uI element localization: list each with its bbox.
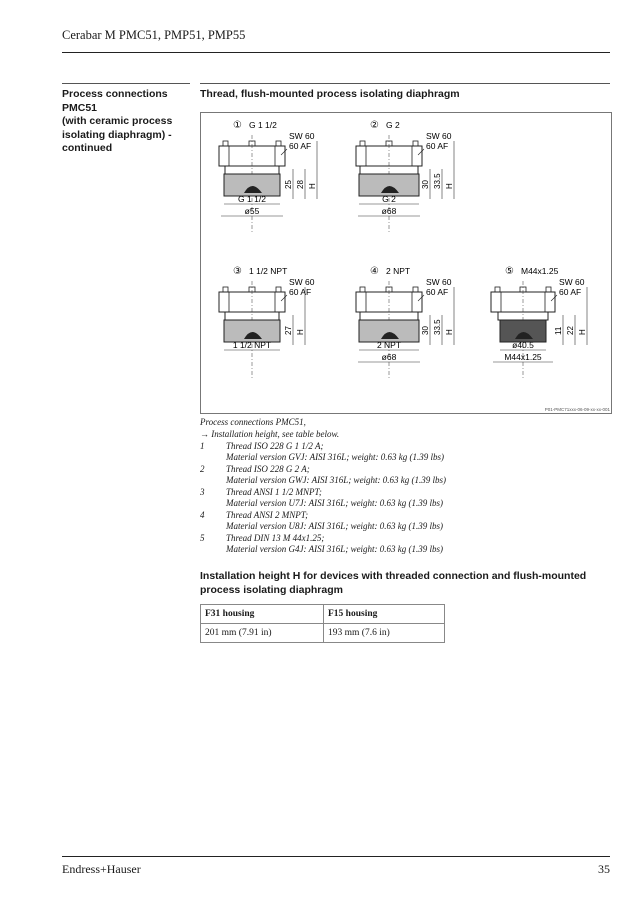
leader-line	[281, 295, 287, 301]
table-cell: 193 mm (7.6 in)	[324, 624, 445, 643]
leader-line	[281, 149, 287, 155]
caption-line: Process connections PMC51,	[200, 417, 306, 427]
process-connection-drawing	[200, 112, 612, 414]
wrench-size: 60 AF	[426, 141, 449, 151]
wrench-size: SW 60	[289, 131, 315, 141]
leader-line	[418, 295, 424, 301]
legend-line: Thread ANSI 1 1/2 MNPT;	[226, 486, 322, 497]
legend-number: 3	[200, 486, 205, 497]
header-rule	[62, 52, 610, 53]
bolt	[276, 287, 281, 292]
legend-line: Thread ANSI 2 MNPT;	[226, 509, 309, 520]
table-header-cell: F15 housing	[324, 605, 445, 624]
diameter-label: ø55	[244, 206, 260, 216]
side-heading-line: isolating diaphragm) -	[62, 128, 172, 141]
thread-label: G 2	[382, 194, 396, 204]
variant-number: ①	[233, 120, 242, 131]
wrench-size: SW 60	[426, 277, 452, 287]
legend-number: 2	[200, 463, 205, 474]
diameter-label: M44x1.25	[504, 352, 542, 362]
section-title: Thread, flush-mounted process isolating diaphragm	[200, 88, 460, 100]
drawing-canvas	[201, 113, 611, 413]
bolt	[223, 141, 228, 146]
legend-line: Material version U7J: AISI 316L; weight: 0.63 kg (1.39 lbs)	[226, 498, 444, 509]
bolt	[223, 287, 228, 292]
legend-line: Material version GVJ: AISI 316L; weight: 0.63 kg (1.39 lbs)	[226, 452, 445, 463]
thread-label: ø40.5	[512, 340, 534, 350]
legend-line: Material version U8J: AISI 316L; weight: 0.63 kg (1.39 lbs)	[226, 520, 444, 531]
bolt	[276, 141, 281, 146]
dimension-value: 27	[284, 326, 293, 335]
table-cell: 201 mm (7.91 in)	[201, 624, 324, 643]
legend-number: 4	[200, 509, 205, 520]
variant-label: 1 1/2 NPT	[249, 266, 288, 276]
dimension-value: H	[308, 183, 317, 189]
wrench-size: SW 60	[289, 277, 315, 287]
thread-label: G 1 1/2	[238, 194, 266, 204]
dimension-value: H	[296, 329, 305, 335]
legend-list	[200, 441, 620, 555]
dimension-value: 33.5	[433, 319, 442, 335]
variant-number: ②	[370, 120, 379, 131]
legend-line: Material version GWJ: AISI 316L; weight: 0.63 kg (1.39 lbs)	[226, 475, 447, 486]
table-row	[201, 624, 445, 643]
section-rule	[200, 83, 610, 84]
side-heading-line: Process connections PMC51	[62, 88, 168, 114]
variant-label: M44x1.25	[521, 266, 559, 276]
variant-label: 2 NPT	[386, 266, 411, 276]
caption-line: → Installation height, see table below.	[200, 429, 340, 439]
table-header-row	[201, 605, 445, 624]
table-header-cell: F31 housing	[201, 605, 324, 624]
wrench-size: SW 60	[559, 277, 585, 287]
wrench-size: 60 AF	[426, 287, 449, 297]
wrench-size: SW 60	[426, 131, 452, 141]
bolt	[413, 287, 418, 292]
wrench-size: 60 AF	[559, 287, 582, 297]
dimension-value: H	[445, 183, 454, 189]
side-heading-line: continued	[62, 142, 113, 154]
dimension-value: 30	[421, 180, 430, 189]
legend-line: Material version G4J: AISI 316L; weight: 0.63 kg (1.39 lbs)	[226, 543, 444, 554]
legend-item	[200, 464, 620, 487]
dimension-value: 28	[296, 180, 305, 189]
legend-item	[200, 533, 620, 556]
legend-item	[200, 510, 620, 533]
legend-number: 5	[200, 532, 205, 543]
dimension-value: 33.5	[433, 173, 442, 189]
table-title: Installation height H for devices with threaded connection and flush-mounted process isolating diaphragm	[200, 570, 587, 596]
wrench-size: 60 AF	[289, 287, 312, 297]
dimension-value: 25	[284, 180, 293, 189]
dimension-value: 22	[566, 326, 575, 335]
page-number: 35	[598, 862, 610, 876]
legend-line: Thread DIN 13 M 44x1.25;	[226, 532, 325, 543]
dimension-value: 30	[421, 326, 430, 335]
wrench-size: 60 AF	[289, 141, 312, 151]
bolt	[495, 287, 500, 292]
legend-line: Thread ISO 228 G 1 1/2 A;	[226, 441, 324, 451]
diameter-label: ø68	[381, 206, 397, 216]
installation-height-table	[200, 604, 445, 643]
running-header-title: Cerabar M PMC51, PMP51, PMP55	[62, 28, 246, 42]
variant-number: ④	[370, 266, 379, 277]
leader-line	[551, 295, 557, 301]
diameter-label: ø68	[381, 352, 397, 362]
figure-caption	[200, 416, 339, 440]
variant-number: ③	[233, 266, 242, 277]
variant-number: ⑤	[505, 266, 514, 277]
bolt	[413, 141, 418, 146]
side-rule	[62, 83, 190, 84]
thread-label: 2 NPT	[376, 340, 402, 350]
legend-line: Thread ISO 228 G 2 A;	[226, 463, 310, 474]
dimension-value: H	[578, 329, 587, 335]
dimension-value: 11	[554, 326, 563, 335]
bolt	[546, 287, 551, 292]
bolt	[360, 141, 365, 146]
footer-brand: Endress+Hauser	[62, 862, 141, 876]
figure-id: P01-PMC71xxx-06-09-xx-xx-001	[544, 407, 610, 412]
leader-line	[418, 149, 424, 155]
bolt	[360, 287, 365, 292]
thread-label: 1 1/2 NPT	[232, 340, 272, 350]
variant-label: G 1 1/2	[249, 120, 277, 130]
dimension-value: H	[445, 329, 454, 335]
legend-item	[200, 487, 620, 510]
side-heading-line: (with ceramic process	[62, 115, 173, 127]
variant-label: G 2	[386, 120, 400, 130]
footer-rule	[62, 856, 610, 857]
side-heading	[62, 88, 190, 156]
legend-number: 1	[200, 441, 205, 451]
legend-item	[200, 441, 620, 464]
